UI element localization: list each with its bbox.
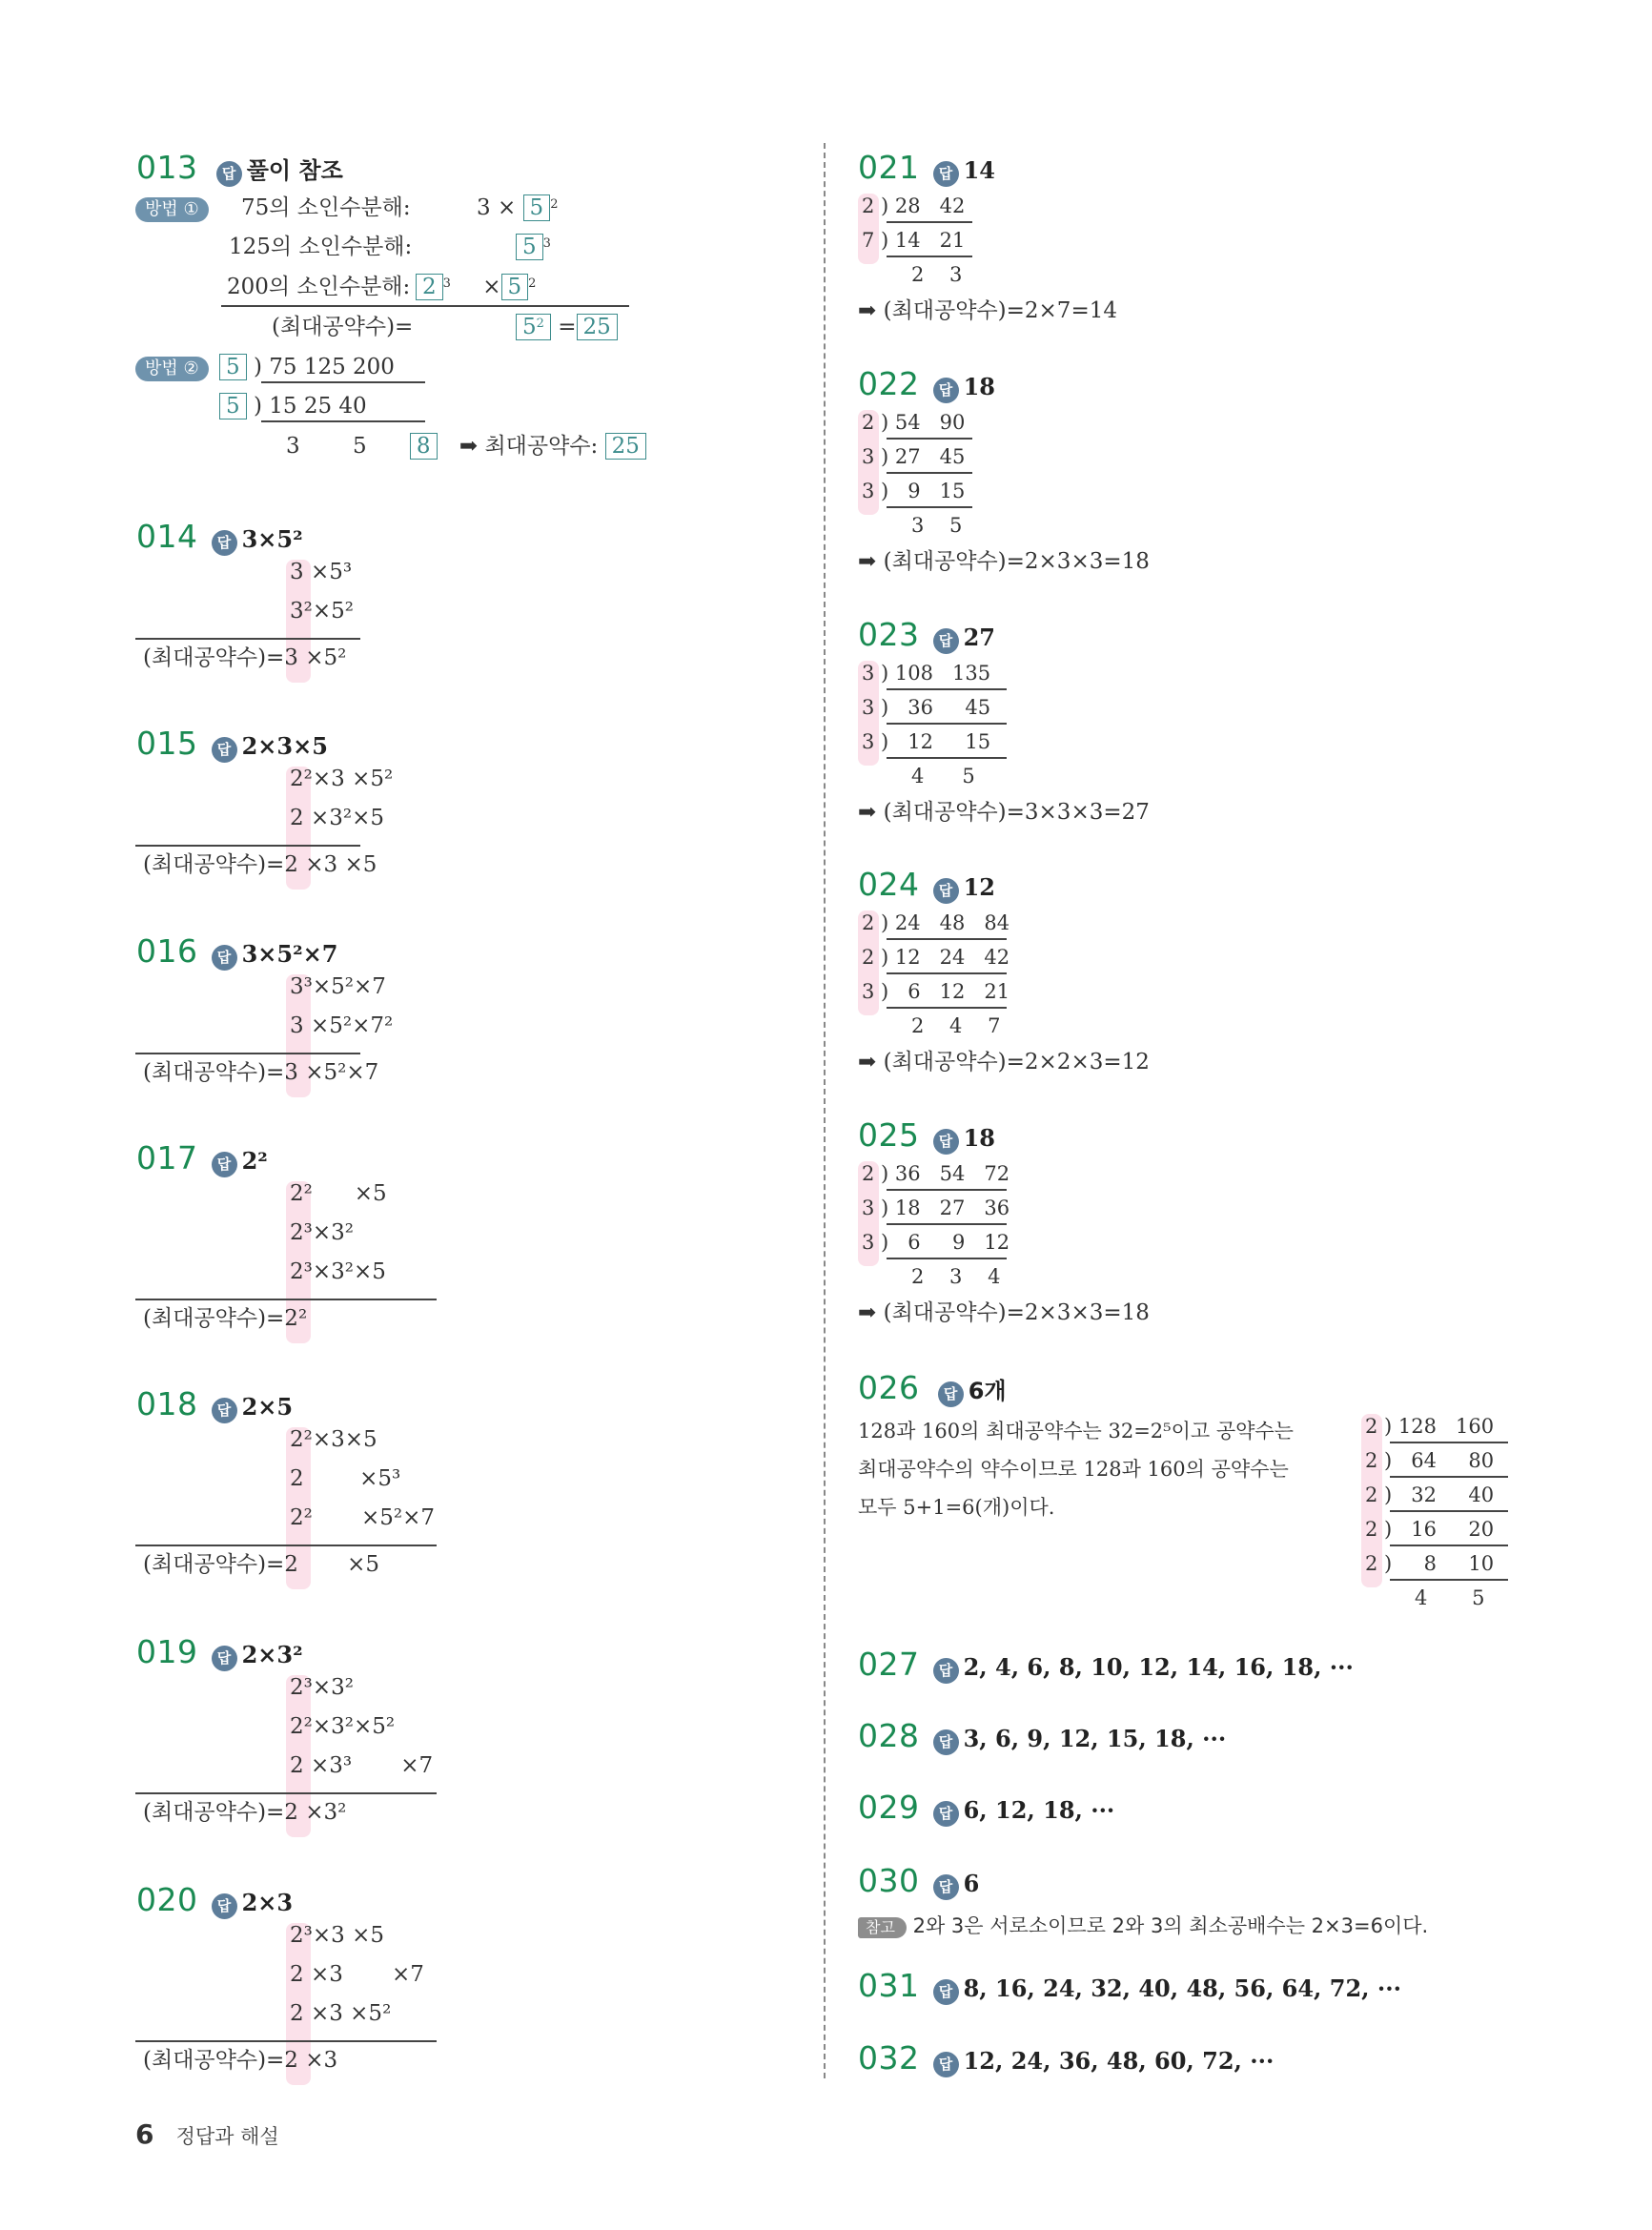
division-line (887, 938, 1007, 940)
answer-badge: 답 (212, 530, 237, 556)
sum-line (135, 845, 360, 847)
gcd-013: $5^2 = 25$ (516, 313, 618, 341)
division-line (887, 438, 972, 440)
division-line (887, 472, 972, 474)
division-row: 3 ) 12 15 (862, 730, 991, 753)
m2-quotients: 3 5 8 ➡ 최대공약수: 25 (286, 432, 646, 460)
problem-number: 023 (858, 616, 920, 653)
answer-badge: 답 (933, 1658, 959, 1684)
column-divider (824, 143, 826, 2078)
factor-row: 2³×3²×5 (290, 1259, 386, 1284)
division-line (887, 1007, 1007, 1009)
problem-number: 032 (858, 2039, 920, 2077)
factor-row: 2³×3² (290, 1675, 354, 1700)
gcd-result: ➡ (최대공약수)=2×2×3=12 (858, 1050, 1150, 1074)
problem-026-header (858, 1371, 1007, 1407)
problem-number: 014 (136, 518, 198, 555)
problem-017-header (136, 1141, 268, 1177)
quotient-row: 2 3 4 (911, 1265, 1001, 1288)
division-line (887, 1189, 1007, 1191)
problem-number: 019 (136, 1633, 198, 1670)
problem-027 (858, 1647, 1354, 1684)
factor-row: 2 ×3³ ×7 (290, 1753, 434, 1778)
answer-badge: 답 (933, 878, 959, 904)
answer-text: 3×5² (241, 525, 303, 553)
factor-row: 3³×5²×7 (290, 974, 386, 999)
division-line (1390, 1476, 1508, 1478)
division-row: 2 ) 28 42 (862, 194, 966, 217)
answer-text: 풀이 참조 (246, 157, 343, 184)
sum-line (221, 305, 629, 307)
problem-number: 025 (858, 1116, 920, 1154)
problem-number: 030 (858, 1862, 920, 1899)
quotient-row: 4 5 (911, 765, 975, 788)
problem-032 (858, 2041, 1274, 2077)
division-line (1390, 1442, 1508, 1443)
answer-text: 2, 4, 6, 8, 10, 12, 14, 16, 18, ··· (963, 1653, 1354, 1681)
answer-text: 6 (963, 1870, 980, 1897)
division-line (1390, 1510, 1508, 1512)
answer-badge: 답 (938, 1381, 964, 1407)
sum-line (135, 1545, 437, 1546)
answer-badge: 답 (212, 737, 237, 763)
answer-text: 6, 12, 18, ··· (963, 1796, 1115, 1824)
factor-row: 2²×3×5 (290, 1427, 377, 1452)
division-row: 3 ) 108 135 (862, 662, 991, 685)
footer (135, 2118, 279, 2150)
problem-number: 018 (136, 1385, 198, 1422)
div-line (261, 420, 425, 422)
division-row: 3 ) 6 12 21 (862, 980, 1010, 1003)
factor-row: 2²×3 ×5² (290, 767, 394, 791)
factor-75: 3 × 5 $^2$ (477, 195, 559, 220)
problem-number: 029 (858, 1789, 920, 1826)
division-row: 3 ) 6 9 12 (862, 1231, 1010, 1254)
method-2-tag: 방법 ② (135, 353, 209, 381)
gcd-result: (최대공약수)=3 ×5² (143, 645, 347, 670)
p030-note: 참고 2와 3은 서로소이므로 2와 3의 최소공배수는 2×3=6이다. (858, 1912, 1428, 1940)
problem-number: 024 (858, 866, 920, 903)
factor-row: 2² ×5²×7 (290, 1505, 436, 1530)
answer-badge: 답 (933, 1979, 959, 2005)
answer-badge: 답 (212, 945, 237, 971)
quotient-row: 3 5 (911, 514, 963, 537)
answer-badge: 답 (933, 1874, 959, 1900)
answer-badge: 답 (933, 378, 959, 403)
sum-line (135, 1053, 360, 1054)
answer-text: 18 (963, 1124, 995, 1152)
division-row: 2 ) 64 80 (1365, 1449, 1495, 1472)
gcd-result: ➡ (최대공약수)=2×7=14 (858, 298, 1117, 323)
answer-text: 27 (963, 624, 995, 651)
answer-badge: 답 (933, 161, 959, 187)
division-row: 7 ) 14 21 (862, 229, 966, 252)
problem-015-header (136, 726, 328, 763)
problem-number: 027 (858, 1646, 920, 1683)
problem-number: 026 (858, 1369, 920, 1406)
answer-text: 2×5 (241, 1393, 294, 1421)
answer-badge: 답 (216, 161, 242, 187)
problem-023-header (858, 618, 995, 654)
division-line (887, 506, 972, 508)
problem-number: 022 (858, 365, 920, 402)
factor-row: 2³×3² (290, 1220, 354, 1245)
factor-125: 5 $^3$ (516, 233, 551, 261)
answer-badge: 답 (933, 1129, 959, 1155)
gcd-result: (최대공약수)=3 ×5²×7 (143, 1060, 379, 1085)
page-number: 6 (135, 2118, 154, 2150)
problem-number: 021 (858, 149, 920, 186)
division-row: 3 ) 27 45 (862, 445, 966, 468)
answer-badge: 답 (933, 1729, 959, 1755)
factor-label-75: 75의 소인수분해: (241, 195, 411, 220)
problem-number: 031 (858, 1967, 920, 2004)
division-row: 2 ) 24 48 84 (862, 911, 1010, 934)
factor-row: 2 ×5³ (290, 1466, 401, 1491)
problem-016-header (136, 934, 337, 971)
division-row: 2 ) 36 54 72 (862, 1162, 1010, 1185)
p026-explanation: 128과 160의 최대공약수는 32=2⁵이고 공약수는 최대공약수의 약수이므로 128과 160의 공약수는 모두 5+1=6(개)이다. (858, 1420, 1294, 1519)
factor-row: 2² ×5 (290, 1181, 387, 1206)
div-line (261, 381, 425, 383)
answer-text: 3×5²×7 (241, 940, 338, 968)
division-line (887, 1223, 1007, 1225)
division-row: 2 ) 12 24 42 (862, 946, 1010, 969)
answer-text: 8, 16, 24, 32, 40, 48, 56, 64, 72, ··· (963, 1974, 1401, 2002)
sum-line (135, 1299, 437, 1300)
factor-row: 2 ×3 ×7 (290, 1962, 424, 1987)
factor-row: 2²×3²×5² (290, 1714, 396, 1739)
gcd-result: (최대공약수)=2 ×3 ×5 (143, 852, 377, 877)
m2-row-1: 5 ) 75 125 200 (219, 353, 395, 381)
problem-022-header (858, 367, 995, 403)
problem-030 (858, 1864, 979, 1900)
factor-label-125: 125의 소인수분해: (229, 235, 413, 259)
answer-text: 2×3² (241, 1641, 303, 1668)
gcd-result: (최대공약수)=2 ×3² (143, 1800, 347, 1825)
problem-number: 020 (136, 1881, 198, 1918)
gcd-label-013: (최대공약수)= (272, 315, 414, 339)
division-row: 2 ) 16 20 (1365, 1518, 1495, 1541)
answer-text: 12, 24, 36, 48, 60, 72, ··· (963, 2047, 1275, 2075)
answer-badge: 답 (212, 1398, 237, 1423)
problem-number: 017 (136, 1139, 198, 1176)
gcd-result: ➡ (최대공약수)=2×3×3=18 (858, 549, 1150, 574)
answer-text: 12 (963, 873, 995, 901)
sum-line (135, 2040, 437, 2042)
problem-number: 015 (136, 725, 198, 762)
division-line (1390, 1579, 1508, 1581)
answer-text: 2×3 (241, 1889, 294, 1916)
problem-031 (858, 1969, 1401, 2005)
gcd-result: (최대공약수)=2² (143, 1306, 308, 1331)
gcd-result: (최대공약수)=2 ×3 (143, 2048, 338, 2073)
problem-019-header (136, 1635, 303, 1671)
division-line (887, 256, 972, 257)
factor-row: 3 ×5²×7² (290, 1013, 394, 1038)
problem-018-header (136, 1387, 293, 1423)
problem-021-header (858, 151, 995, 187)
factor-label-200: 200의 소인수분해: (227, 275, 411, 299)
factor-row: 2³×3 ×5 (290, 1923, 384, 1948)
problem-024-header (858, 868, 995, 904)
division-line (887, 972, 1007, 974)
division-row: 2 ) 54 90 (862, 411, 966, 434)
factor-row: 3 ×5³ (290, 560, 353, 584)
answer-badge: 답 (212, 1893, 237, 1919)
answer-text: 3, 6, 9, 12, 15, 18, ··· (963, 1725, 1227, 1752)
division-row: 3 ) 36 45 (862, 696, 991, 719)
division-line (887, 688, 1007, 690)
division-row: 2 ) 32 40 (1365, 1483, 1495, 1506)
division-line (887, 723, 1007, 725)
sum-line (135, 1792, 437, 1794)
footer-title: 정답과 해설 (175, 2125, 279, 2148)
problem-number: 028 (858, 1717, 920, 1754)
answer-text: 6개 (968, 1378, 1007, 1404)
m2-row-2: 5 ) 15 25 40 (219, 392, 367, 420)
sum-line (135, 638, 360, 640)
gcd-result: ➡ (최대공약수)=3×3×3=27 (858, 800, 1150, 825)
factor-row: 2 ×3 ×5² (290, 2001, 392, 2026)
division-line (1390, 1545, 1508, 1546)
answer-badge: 답 (933, 1801, 959, 1827)
answer-text: 18 (963, 373, 995, 400)
method-1-tag: 방법 ① (135, 194, 209, 222)
factor-row: 3²×5² (290, 599, 354, 624)
problem-029 (858, 1790, 1114, 1827)
factor-200: 2 $^3$ × 5 $^2$ (416, 273, 536, 301)
problem-025-header (858, 1118, 995, 1155)
division-line (887, 1258, 1007, 1259)
quotient-row: 2 4 7 (911, 1014, 1001, 1037)
factor-row: 2 ×3²×5 (290, 806, 384, 830)
problem-014-header (136, 520, 303, 556)
answer-badge: 답 (933, 2052, 959, 2077)
division-line (887, 757, 1007, 759)
problem-013-header (136, 151, 343, 187)
answer-badge: 답 (212, 1646, 237, 1671)
division-row: 2 ) 8 10 (1365, 1552, 1495, 1575)
answer-badge: 답 (212, 1152, 237, 1177)
problem-number: 013 (136, 149, 198, 186)
answer-text: 14 (963, 156, 995, 184)
answer-text: 2² (241, 1147, 268, 1175)
division-row: 2 ) 128 160 (1365, 1415, 1495, 1438)
problem-number: 016 (136, 932, 198, 970)
gcd-result: ➡ (최대공약수)=2×3×3=18 (858, 1300, 1150, 1325)
quotient-row: 2 3 (911, 263, 963, 286)
problem-028 (858, 1719, 1226, 1755)
division-row: 3 ) 18 27 36 (862, 1197, 1010, 1219)
division-row: 3 ) 9 15 (862, 480, 966, 502)
division-line (887, 221, 972, 223)
problem-020-header (136, 1883, 293, 1919)
answer-text: 2×3×5 (241, 732, 328, 760)
gcd-result: (최대공약수)=2 ×5 (143, 1552, 380, 1577)
quotient-row: 4 5 (1415, 1586, 1485, 1609)
answer-badge: 답 (933, 628, 959, 654)
